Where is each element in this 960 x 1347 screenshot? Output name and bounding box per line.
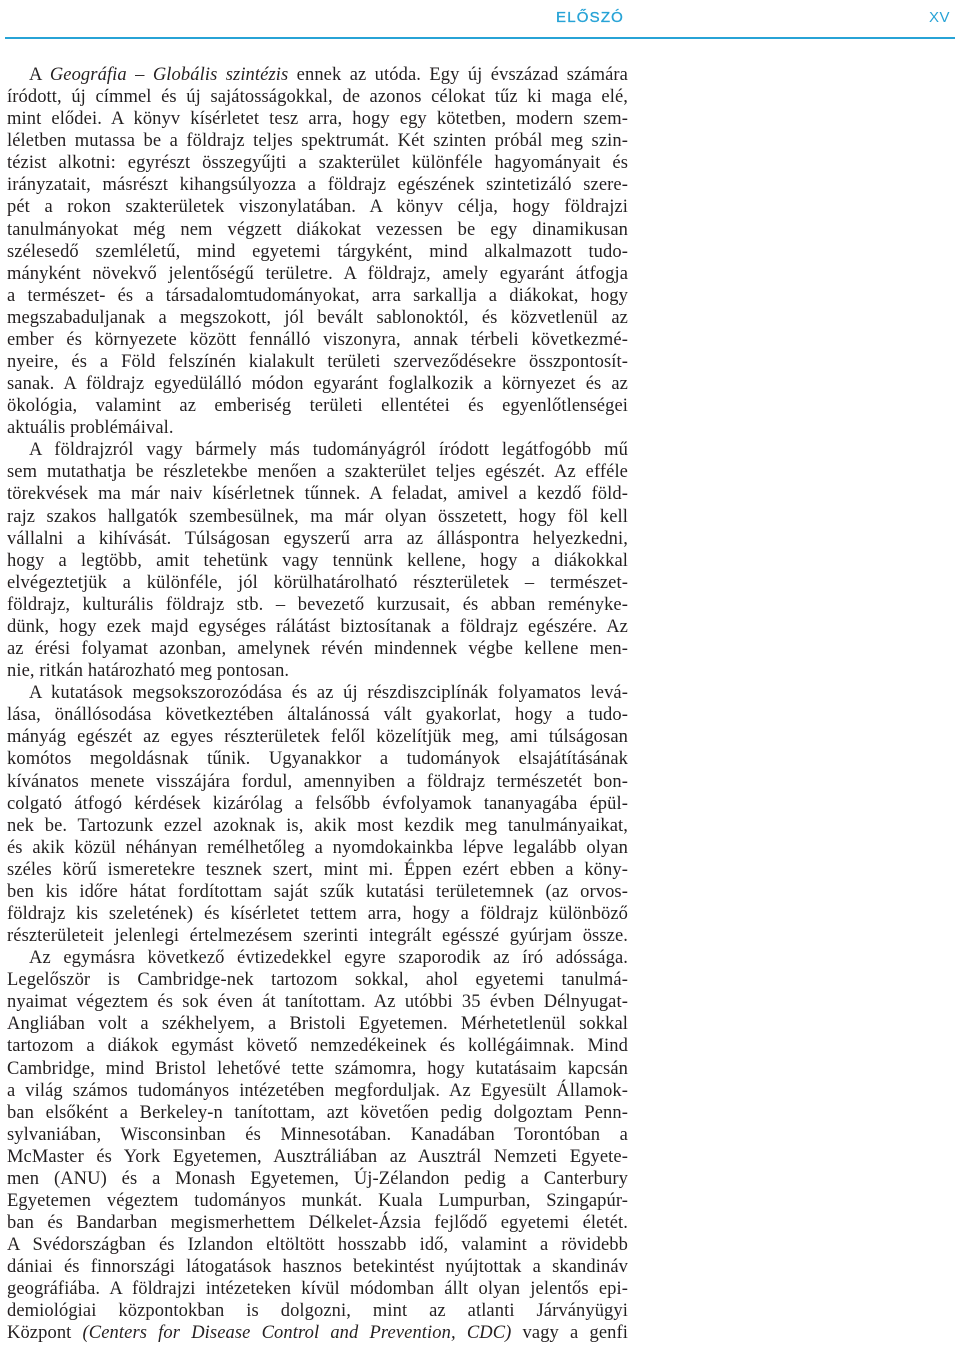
text-line: nie, ritkán határozható meg pontosan. [7,661,290,682]
text-line: széles körű ismeretekre tesznek szert, mint mi. Éppen ezért ebben a köny- [7,859,628,880]
section-title: ELŐSZÓ [556,9,625,26]
text-line: nyeire, és a Föld felszínén kialakult területi szerveződésekre összpontosít- [7,352,628,373]
text-line: demiológiai központokban is dolgozni, mint az atlanti Járványügyi [7,1301,628,1322]
text-line: ben kis időre hátat fordítottam saját szűk kutatási területemnek (az orvos- [7,881,628,902]
text-line: sanak. A földrajz egyedülálló módon egyaránt foglalkozik a környezet és az [7,374,628,395]
text-line: dünk, hogy ezek majd egységes rálátást biztosítanak a földrajz egészére. Az [7,616,628,637]
text-line: megszabaduljanak a megszokott, jól bevált sablonoktól, és közvetlenül az [7,307,628,328]
text-line: Angliában volt a székhelyem, a Bristoli Egyetemen. Mérhetetlenül sokkal [7,1014,628,1035]
text-line: sem mutathatja be részletekbe menően a szakterület teljes egészét. Az efféle [7,462,628,483]
text-line: komótos megoldásnak tűnik. Ugyanakkor a tudományok elsajátításának [7,749,628,770]
text-segment: vagy a genfi [511,1323,628,1344]
text-line: Egyetemen végeztem tudományos munkát. Kuala Lumpurban, Szingapúr- [7,1190,628,1211]
text-line: A kutatások megsokszorozódása és az új részdiszciplínák folyamatos levá- [29,683,628,704]
text-line: Az egymásra következő évtizedekkel egyre szaporodik az író adóssága. [29,948,628,969]
text-line: lása, önállósodása következtében általánossá vált gyakorlat, hogy a tudo- [7,705,628,726]
text-line: nyaimat végeztem és sok éven át tanítottam. Az utóbbi 35 évben Délnyugat- [7,992,628,1013]
text-line: az érési folyamat azonban, amelynek révén mindennek végbe kellene men- [7,639,628,660]
body-text [7,64,628,1345]
text-line: íródott, új címmel és új sajátosságokkal, de azonos célokat tűz ki maga elé, [7,87,628,108]
paragraph-1 [7,64,628,439]
text-line: colgató átfogó kérdések kizárólag a felsőbb évfolyamok tananyagába épül- [7,793,628,814]
text-line: tanulmányokat még nem végzett diákokat vezessen be egy dinamikusan [7,219,628,240]
text-line: mányág egészét az egyes részterületek felől közelítjük meg, ami túlságosan [7,727,628,748]
text-line: irányzatait, másrészt kihangsúlyozza a földrajz egészének szintetizáló szere- [7,175,628,196]
text-segment: A [29,65,50,85]
text-line: léletben mutassa be a földrajz teljes spektrumát. Két szinten próbál meg szin- [7,131,628,152]
text-line: ember és környezete között fennálló viszonyra, annak térbeli következmé- [7,329,628,350]
text-line: szélesedő szemléletű, mind egyetemi tárgyként, mind alkalmazott tudo- [7,241,628,262]
text-line: tartozom a diákok egymást követő nemzedékeinek és kollégáimnak. Mind [7,1036,628,1057]
book-title: Geográfia – Globális szintézis [49,65,289,85]
text-line: A Svédországban és Izlandon eltöltött hosszabb idő, valamint a rövidebb [7,1235,628,1256]
text-line: a világ számos tudományos intézetében megforduljak. Az Egyesült Államok- [7,1080,628,1101]
text-line: sylvaniában, Wisconsinban és Minnesotában. Kanadában Torontóban a [7,1124,628,1145]
header-rule [5,37,955,39]
text-line: a természet- és a társadalomtudományokat, arra sarkallja a diákokat, hogy [7,285,628,306]
text-line: aktuális problémáival. [7,418,174,439]
page-number: XV [929,9,951,26]
running-header [0,0,960,40]
text-line: törekvések ma már naiv kísérletnek tűnnek. A feladat, amivel a kezdő föld- [7,484,628,505]
text-line: A földrajzról vagy bármely más tudományágról íródott legátfogóbb mű [29,440,628,461]
text-line: Cambridge, mind Bristol lehetővé tette számomra, hogy kutatásaim kapcsán [7,1058,628,1079]
paragraph-4 [7,947,628,1344]
text-line: nek be. Tartozunk ezzel azoknak is, akik most kezdik meg tanulmányaikat, [7,815,628,836]
text-line [7,1322,628,1344]
text-line: geográfiába. A földrajzi intézeteken kívül módomban állt olyan jelentős epi- [7,1279,628,1300]
text-segment: ennek az utóda. Egy új évszázad számára [288,65,628,85]
text-line: men (ANU) és a Monash Egyetemen, Új-Zélandon pedig a Canterbury [7,1168,628,1189]
text-line: és akik közül néhányan remélhetőleg a nyomdokainkba lépve legalább olyan [7,837,628,858]
text-line: pét a rokon szakterületek viszonylatában. A könyv célja, hogy földrajzi [7,197,628,218]
text-line: tézist alkotni: egyrészt összegyűjti a szakterület különféle hagyományait és [7,153,628,174]
text-line: ban és Bandarban megismerhettem Délkelet-Ázsia fejlődő egyetemi életét. [7,1213,628,1234]
paragraph-2 [7,439,628,682]
text-line [7,64,628,86]
organization-name: (Centers for Disease Control and Prevention, CDC) [82,1323,512,1344]
text-line: részterületeit jelenlegi értelmezésem szerinti integrált egésszé gyúrjam össze. [7,926,628,947]
text-line: Legelőször is Cambridge-nek tartozom sokkal, ahol egyetemi tanulmá- [7,970,628,991]
text-line: elvégeztetjük a különféle, jól körülhatárolható részterületek – természet- [7,572,628,593]
text-line: rajz szakos hallgatók szembesülnek, ma már olyan összetett, hogy föl kell [7,506,628,527]
text-line: dániai és finnországi látogatások hasznos betekintést nyújtottak a skandináv [7,1257,628,1278]
text-line: hogy a legtöbb, amit tehetünk vagy tennünk kellene, hogy a diákokkal [7,550,628,571]
text-line: földrajz, kulturális földrajz stb. – bevezető kurzusait, és abban reményke- [7,594,628,615]
text-line: mányként növekvő jelentőségű területre. A földrajz, amely egyaránt átfogja [7,263,628,284]
text-line: kívánatos menete visszájára fordul, amennyiben a földrajz természetét bon- [7,771,628,792]
text-line: mint elődei. A könyv kísérletet tesz arra, hogy egy kötetben, modern szem- [7,109,628,130]
text-line: földrajz kis szeletének) és kísérletet tettem arra, hogy a földrajz különböző [7,903,628,924]
text-line: McMaster és York Egyetemen, Ausztráliában az Ausztrál Nemzeti Egyete- [7,1146,628,1167]
paragraph-3 [7,682,628,947]
text-line: vállalni a kihívását. Túlságosan egyszerű arra az álláspontra helyezkedni, [7,528,628,549]
text-segment: Központ [7,1323,83,1344]
text-line: ökológia, valamint az emberiség területi ellentétei és egyenlőtlenségei [7,396,628,417]
text-line: ban elsőként a Berkeley-n tanítottam, azt követően pedig dolgoztam Penn- [7,1102,628,1123]
